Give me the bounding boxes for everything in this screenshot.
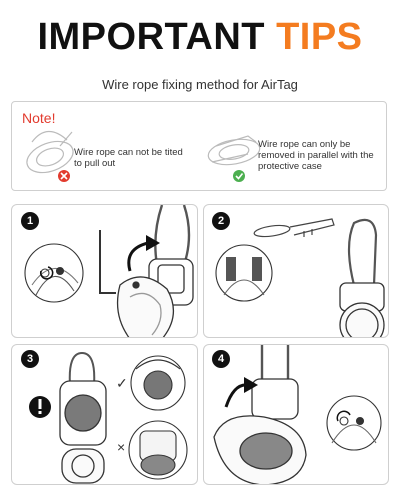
step-panel-3 <box>11 344 198 485</box>
wrong-mark: × <box>117 439 126 455</box>
step-3-illustration <box>12 345 198 485</box>
zoom-detail-circle <box>25 244 83 302</box>
correct-icon <box>233 170 245 182</box>
airtag-case <box>60 381 106 483</box>
wrong-icon <box>58 170 70 182</box>
key-icon <box>253 219 334 238</box>
step-panel-2 <box>203 204 389 338</box>
step-number-3: 3 <box>21 350 39 368</box>
wrong-detail-circle <box>129 421 187 479</box>
hex-key-icon <box>100 230 116 293</box>
note-box <box>11 101 387 191</box>
airtag-case <box>214 379 306 485</box>
step-1-illustration <box>12 205 198 338</box>
parallel-case-sketch <box>206 136 261 169</box>
step-panel-1 <box>11 204 198 338</box>
step-4-illustration <box>204 345 389 485</box>
page-subtitle: Wire rope fixing method for AirTag <box>102 77 298 92</box>
wire-rope <box>349 220 376 285</box>
zoom-detail-circle <box>327 396 381 450</box>
note-item-good: Wire rope can only be removed in parallel with the protective case <box>258 139 374 172</box>
warning-icon <box>29 396 51 418</box>
rotate-arrow-icon <box>129 243 148 271</box>
correct-detail-circle <box>131 356 185 410</box>
note-title: Note! <box>22 110 56 126</box>
zoom-detail-circle <box>216 245 272 301</box>
wire-rope <box>70 353 95 385</box>
step-number-2: 2 <box>212 212 230 230</box>
step-number-1: 1 <box>21 212 39 230</box>
airtag-case <box>340 283 384 338</box>
step-panel-4 <box>203 344 389 485</box>
title-part-important: IMPORTANT <box>37 16 265 58</box>
title-part-tips: TIPS <box>276 16 363 58</box>
correct-mark: ✓ <box>116 375 128 391</box>
note-item-bad: Wire rope can not be tited to pull out <box>74 147 183 169</box>
step-2-illustration <box>204 205 389 338</box>
page-title <box>0 14 400 60</box>
tilted-case-sketch <box>23 131 78 178</box>
step-number-4: 4 <box>212 350 230 368</box>
wire-rope <box>155 205 189 265</box>
